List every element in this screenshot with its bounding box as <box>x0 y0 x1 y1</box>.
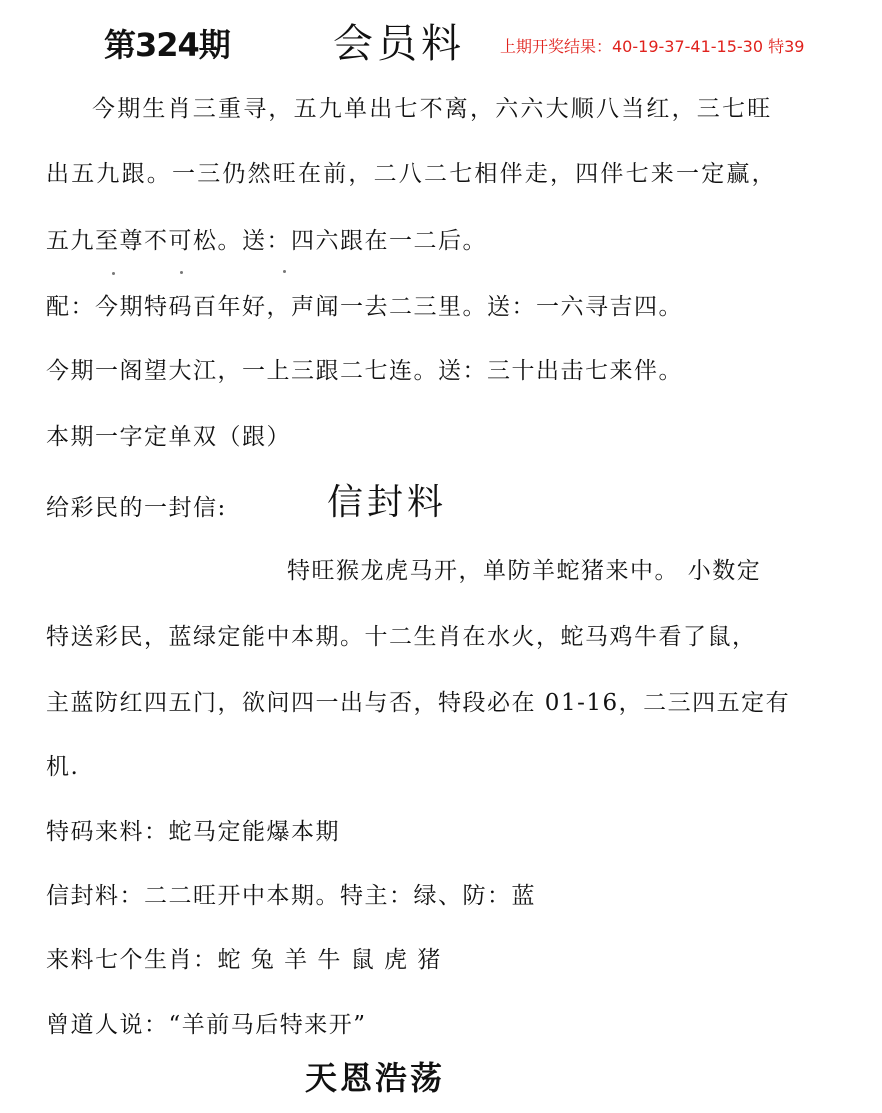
extra-line-3: 来料七个生肖：蛇 兔 羊 牛 鼠 虎 猪 <box>46 947 442 973</box>
member-line-2: 出五九跟。一三仍然旺在前，二八二七相伴走，四伴七来一定赢， <box>46 161 777 187</box>
page-title: 会员料 <box>333 21 465 67</box>
scan-speck <box>180 271 183 274</box>
signature: 天恩浩荡 <box>305 1059 446 1097</box>
member-line-3: 五九至尊不可松。送：四六跟在一二后。 <box>46 228 487 254</box>
member-line-4: 配：今期特码百年好，声闻一去二三里。送：一六寻吉四。 <box>46 294 683 320</box>
scan-speck <box>112 272 115 275</box>
letter-line-4: 机. <box>46 754 80 780</box>
extra-line-4: 曾道人说：“羊前马后特来开” <box>46 1012 367 1038</box>
letter-line-2: 特送彩民，蓝绿定能中本期。十二生肖在水火，蛇马鸡牛看了鼠， <box>46 624 757 650</box>
section-title: 信封料 <box>327 482 448 523</box>
scan-speck <box>283 270 286 273</box>
issue-number: 第324期 <box>104 26 230 64</box>
last-draw-result: 上期开奖结果：40-19-37-41-15-30 特39 <box>500 37 805 56</box>
letter-line-3: 主蓝防红四五门，欲问四一出与否，特段必在 01-16，二三四五定有 <box>46 690 791 716</box>
member-line-6: 本期一字定单双（跟） <box>46 424 291 450</box>
letter-line-1: 特旺猴龙虎马开，单防羊蛇猪来中。 小数定 <box>287 558 762 584</box>
member-line-5: 今期一阁望大江，一上三跟二七连。送：三十出击七来伴。 <box>46 358 683 384</box>
member-line-1: 今期生肖三重寻，五九单出七不离，六六大顺八当红，三七旺 <box>92 96 773 122</box>
extra-line-1: 特码来料：蛇马定能爆本期 <box>46 819 340 845</box>
extra-line-2: 信封料：二二旺开中本期。特主：绿、防：蓝 <box>46 883 536 909</box>
letter-intro: 给彩民的一封信: <box>46 495 227 521</box>
